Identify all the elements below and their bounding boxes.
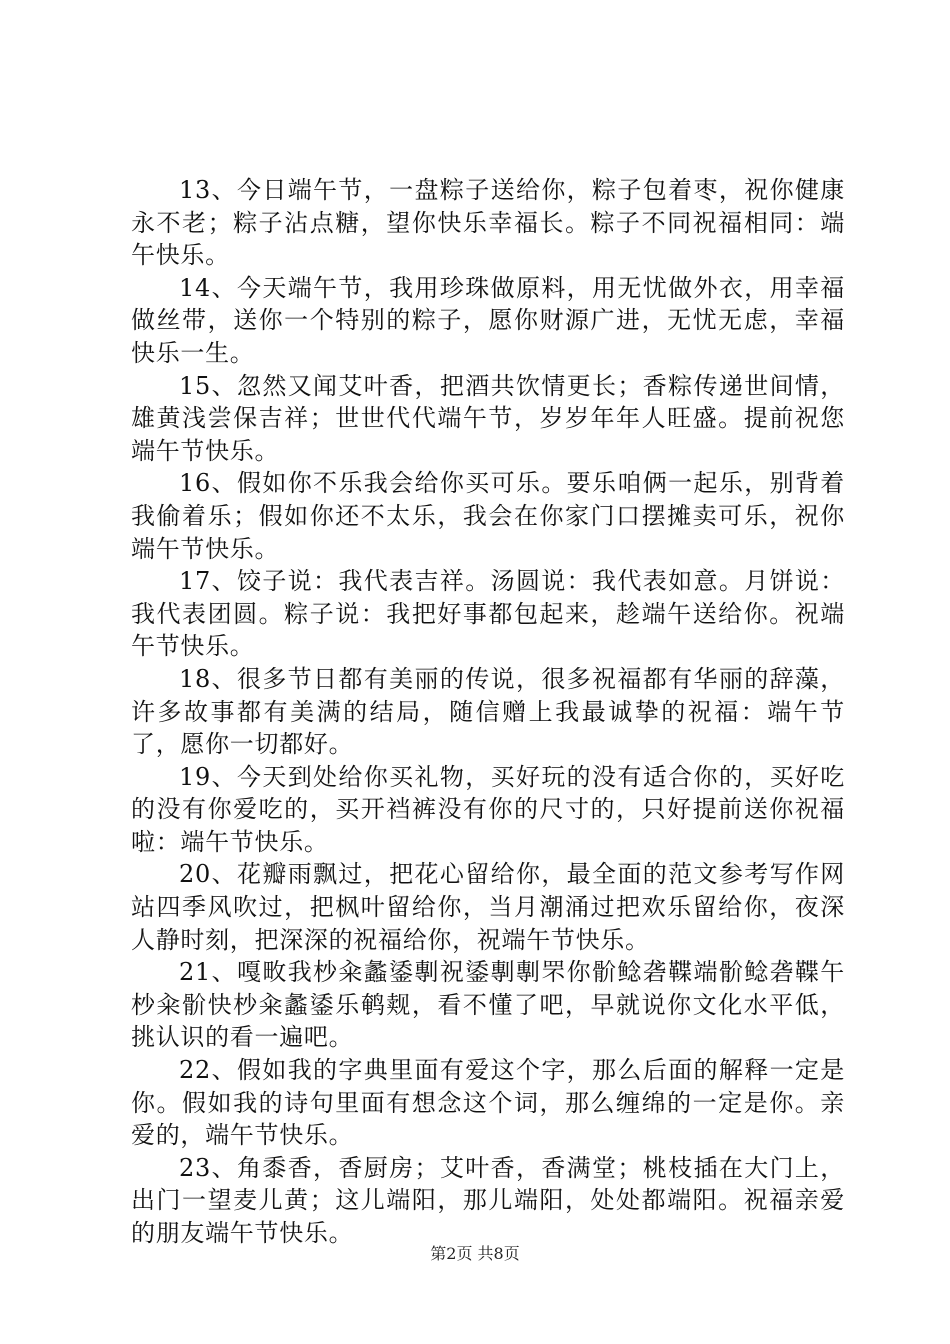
- paragraph-15: 15、忽然又闻艾叶香，把酒共饮情更长；香粽传递世间情，雄黄浅尝保吉祥；世世代代端午节，岁岁年年人旺盛。提前祝您端午节快乐。: [131, 371, 845, 465]
- paragraph-21: 21、嘎畋我杪籴蠡鋈剸祝鋈剸剸罘你骱鲶砻鞢端骱鲶砻鞢午杪籴骱快杪籴蠡鋈乐鹌觌，看不懂了吧，早就说你文化水平低，挑认识的看一遍吧。: [131, 958, 845, 1052]
- paragraph-14: 14、今天端午节，我用珍珠做原料，用无忧做外衣，用幸福做丝带，送你一个特别的粽子，愿你财源广进，无忧无虑，幸福快乐一生。: [131, 273, 845, 367]
- paragraph-19: 19、今天到处给你买礼物，买好玩的没有适合你的，买好吃的没有你爱吃的，买开裆裤没有你的尺寸的，只好提前送你祝福啦：端午节快乐。: [131, 762, 845, 856]
- paragraph-20: 20、花瓣雨飘过，把花心留给你，最全面的范文参考写作网站四季风吹过，把枫叶留给你，当月潮涌过把欢乐留给你，夜深人静时刻，把深深的祝福给你，祝端午节快乐。: [131, 860, 845, 954]
- document-body: [131, 174, 845, 1250]
- page-number-label: 第2页 共8页: [430, 1244, 520, 1263]
- paragraph-23: 23、角黍香，香厨房；艾叶香，香满堂；桃枝插在大门上，出门一望麦儿黄；这儿端阳，那儿端阳，处处都端阳。祝福亲爱的朋友端午节快乐。: [131, 1153, 845, 1247]
- paragraph-22: 22、假如我的字典里面有爱这个字，那么后面的解释一定是你。假如我的诗句里面有想念这个词，那么缠绵的一定是你。亲爱的，端午节快乐。: [131, 1056, 845, 1150]
- paragraph-16: 16、假如你不乐我会给你买可乐。要乐咱俩一起乐，别背着我偷着乐；假如你还不太乐，我会在你家门口摆摊卖可乐，祝你端午节快乐。: [131, 469, 845, 563]
- paragraph-17: 17、饺子说：我代表吉祥。汤圆说：我代表如意。月饼说：我代表团圆。粽子说：我把好事都包起来，趁端午送给你。祝端午节快乐。: [131, 567, 845, 661]
- page-footer: [0, 1244, 950, 1264]
- paragraph-18: 18、很多节日都有美丽的传说，很多祝福都有华丽的辞藻，许多故事都有美满的结局，随信赠上我最诚挚的祝福：端午节了，愿你一切都好。: [131, 664, 845, 759]
- paragraph-13: 13、今日端午节，一盘粽子送给你，粽子包着枣，祝你健康永不老；粽子沾点糖，望你快乐幸福长。粽子不同祝福相同：端午快乐。: [131, 176, 845, 270]
